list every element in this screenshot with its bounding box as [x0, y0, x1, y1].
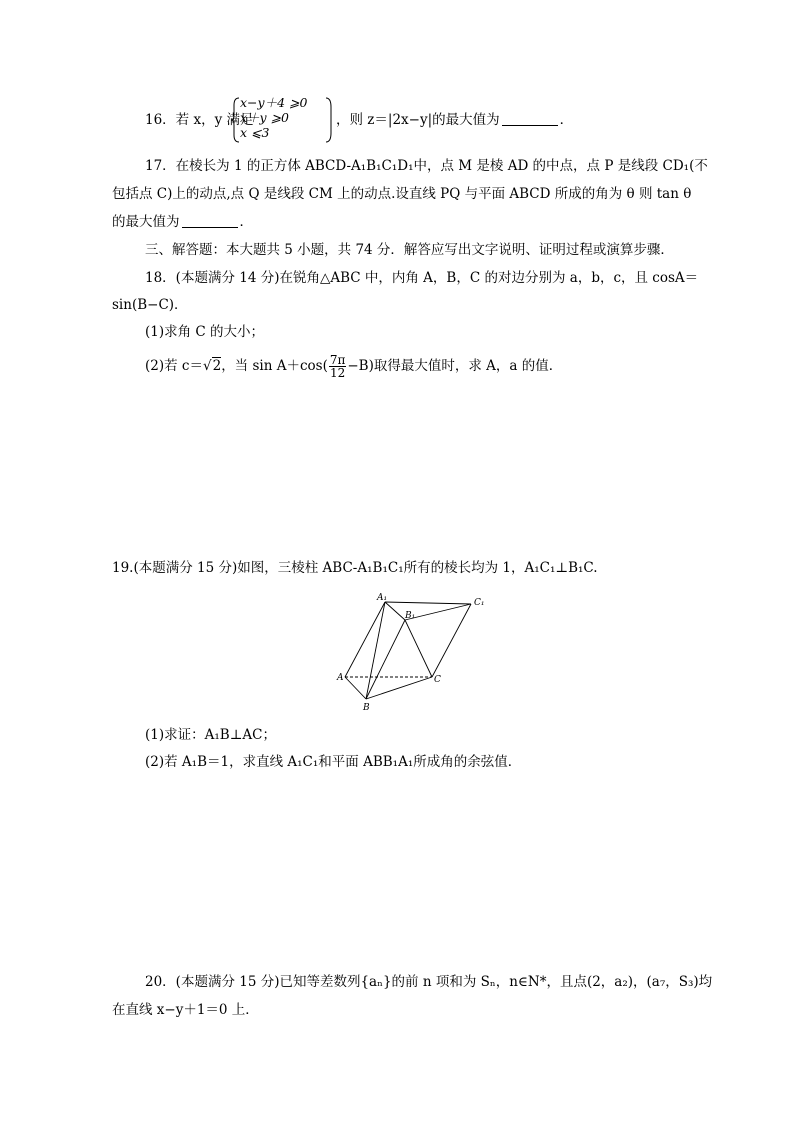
q18-part-2	[145, 354, 562, 379]
q16-end: ．	[559, 112, 574, 128]
q18-part-2-b: ，当 sin A＋cos(	[221, 358, 328, 374]
q17-end: ．	[239, 214, 253, 230]
q17-line-3	[112, 214, 253, 232]
q19-part-2: (2)若 A₁B＝1，求直线 A₁C₁和平面 ABB₁A₁所成角的余弦值．	[145, 754, 522, 770]
inequality-3: x ⩽3	[240, 125, 270, 140]
prism-figure	[335, 590, 495, 715]
sqrt-expression: √2	[202, 358, 222, 374]
q19-part-1: (1)求证：A₁B⊥AC；	[145, 727, 276, 743]
figure-label-c: C	[434, 675, 441, 685]
figure-label-b1: B₁	[405, 611, 416, 621]
q16-prefix: 16．若 x，y 满足	[145, 112, 254, 128]
q18-part-2-c: −B)取得最大值时，求 A，a 的值．	[347, 358, 563, 374]
figure-label-b: B	[363, 703, 370, 713]
right-bracket-icon	[324, 97, 334, 143]
inequality-1: x−y＋4 ⩾0	[240, 95, 308, 110]
q19-line-1: 19.(本题满分 15 分)如图，三棱柱 ABC-A₁B₁C₁所有的棱长均为 1，A₁C₁⊥B₁C.	[112, 560, 598, 576]
q16-suffix	[336, 112, 573, 130]
q16-post-text: ，则 z＝|2x−y|的最大值为	[336, 112, 500, 128]
fraction	[329, 354, 347, 379]
fraction-numerator: 7π	[329, 353, 346, 367]
fraction-denominator: 12	[329, 366, 346, 380]
q18-part-2-a: (2)若 c＝	[145, 358, 203, 374]
left-brace-icon	[230, 97, 240, 143]
q18-line-1: 18．(本题满分 14 分)在锐角△ABC 中，内角 A，B，C 的对边分别为 a，b，c，且 cosA＝	[145, 270, 699, 286]
q17-line-3-text: 的最大值为	[112, 214, 180, 230]
figure-label-a1: A₁	[377, 593, 388, 603]
sqrt-radicand: 2	[212, 358, 222, 374]
answer-blank[interactable]	[182, 215, 238, 228]
q20-line-1: 20．(本题满分 15 分)已知等差数列{aₙ}的前 n 项和为 Sₙ，n∈N*，且点(2，a₂)，(a₇，S₃)均	[145, 974, 713, 990]
q18-part-1: (1)求角 C 的大小；	[145, 324, 265, 340]
q17-line-1: 17．在棱长为 1 的正方体 ABCD-A₁B₁C₁D₁中，点 M 是棱 AD 的中点，点 P 是线段 CD₁(不	[145, 158, 708, 174]
answer-blank[interactable]	[502, 113, 558, 126]
inequality-2: x＋y ⩾0	[240, 110, 290, 125]
section-heading: 三、解答题：本大题共 5 小题，共 74 分．解答应写出文字说明、证明过程或演算步骤．	[145, 242, 674, 258]
q20-line-2: 在直线 x−y＋1＝0 上．	[112, 1002, 259, 1018]
figure-label-a: A	[337, 673, 344, 683]
q17-line-2: 包括点 C)上的动点,点 Q 是线段 CM 上的动点.设直线 PQ 与平面 ABCD 所成的角为 θ 则 tan θ	[112, 186, 692, 202]
inequality-system	[240, 95, 307, 140]
q18-line-2: sin(B−C)．	[112, 297, 188, 313]
figure-label-c1: C₁	[474, 598, 485, 608]
